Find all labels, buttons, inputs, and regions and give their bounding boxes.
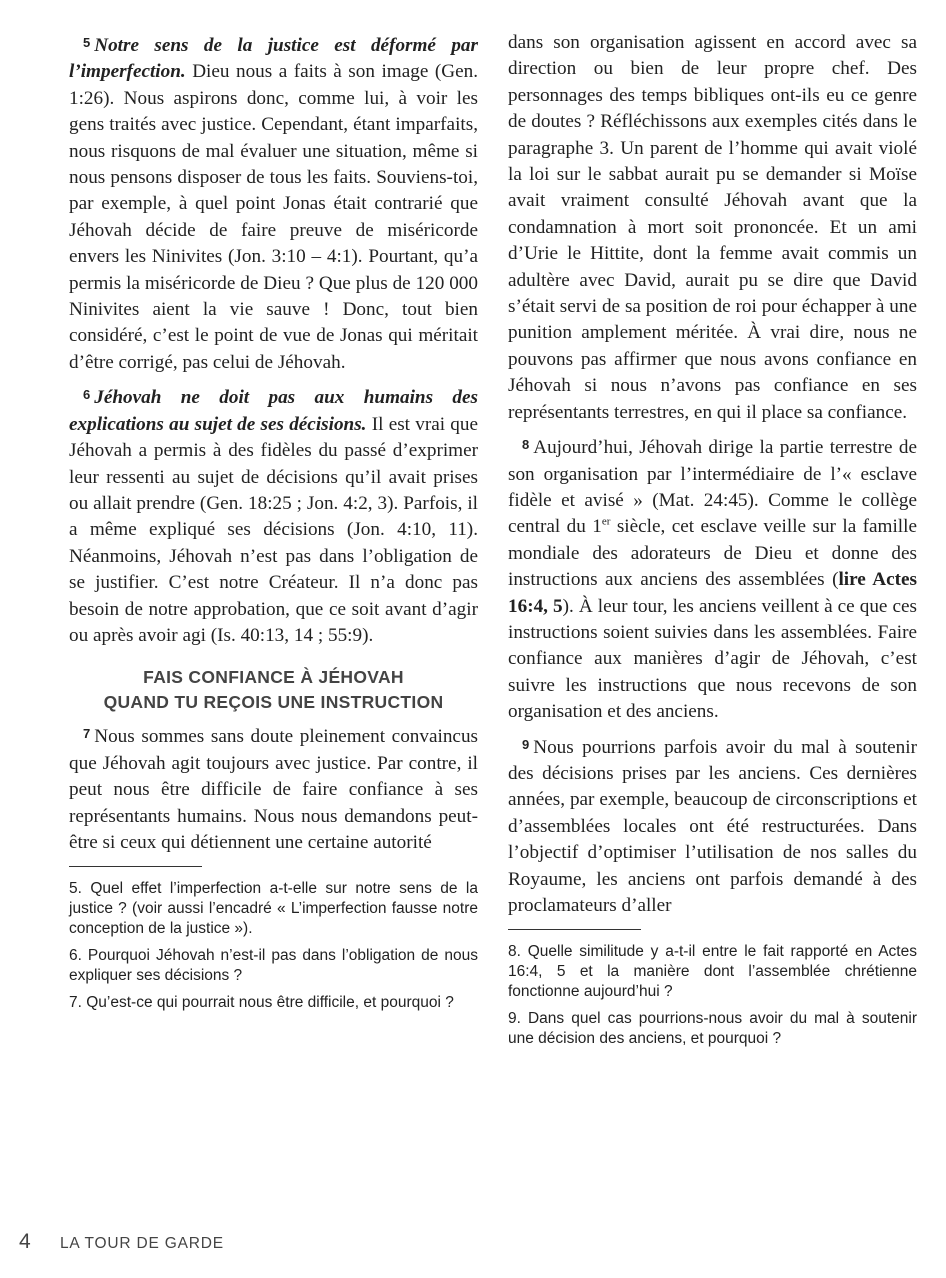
paragraph-text: Il est vrai que Jéhovah a permis à des fidèles du passé d’exprimer leur ressenti au sujet de décisions qu’il avait prises ou allait prendre (Gen. 18:25 ; Jon. 4:2, 3). Parfois, il a même expliqué ses décisions (Jon. 4:10, 11). Néanmoins, Jéhovah n’est pas dans l’obligation de se justifier. C’est notre Créateur. Il n’a donc pas besoin de notre approbation, que ce soit avant d’agir ou après avoir agi (Is. 40:13, 14 ; 55:9). (69, 413, 479, 646)
right-column (508, 30, 917, 1049)
section-heading (69, 665, 478, 715)
study-question-6: 6. Pourquoi Jéhovah n’est-il pas dans l’obligation de nous expliquer ses décisions ? (69, 947, 478, 985)
section-heading-line-1: FAIS CONFIANCE À JÉHOVAH (143, 667, 404, 688)
magazine-title: LA TOUR DE GARDE (60, 1235, 224, 1252)
study-question-7: 7. Qu’est-ce qui pourrait nous être difficile, et pourquoi ? (69, 994, 454, 1012)
paragraph-7 (69, 721, 478, 856)
paragraph-lead: Notre sens de la justice est déformé par l’imperfection. (69, 35, 478, 83)
page-number: 4 (19, 1230, 31, 1253)
paragraph-text: siècle, cet esclave veille sur la famille mondiale des adorateurs de Dieu et donne des instructions aux anciens des assemblées ( (508, 516, 917, 591)
paragraph-5 (69, 30, 478, 376)
paragraph-9 (508, 732, 917, 920)
study-question-9: 9. Dans quel cas pourrions-nous avoir du mal à soutenir une décision des anciens, et pourquoi ? (508, 1010, 917, 1048)
paragraph-text: Nous sommes sans doute pleinement convaincus que Jéhovah agit toujours avec justice. Par contre, il peut nous être difficile de faire confiance à ses représentants humains. Nous nous demandons peut-être si ceux qui détiennent une certaine autorité (69, 726, 478, 853)
paragraph-6 (69, 382, 478, 649)
scripture-reference: lire Actes 16:4, 5 (508, 569, 917, 617)
paragraph-number: 8 (522, 437, 530, 453)
paragraph-8 (508, 432, 917, 725)
left-column (69, 30, 478, 1013)
study-question-5: 5. Quel effet l’imperfection a-t-elle sur notre sens de la justice ? (voir aussi l’encadré « L’imperfection fausse notre conception de la justice »). (69, 880, 478, 938)
paragraph-text: Nous pourrions parfois avoir du mal à soutenir des décisions prises par les anciens. Ces dernières années, par exemple, beaucoup de circonscriptions et d’assemblées locales ont été restructurées. Dans l’objectif d’optimiser l’utilisation de nos salles du Royaume, les anciens ont parfois demandé à des proclamateurs d’aller (508, 736, 917, 916)
paragraph-number: 9 (522, 736, 530, 752)
page-footer (19, 1230, 224, 1254)
paragraph-text: Aujourd’hui, Jéhovah dirige la partie terrestre de son organisation par l’intermédiaire de l’« esclave fidèle et avisé » (Mat. 24:45). Comme le collège central du 1 (508, 437, 917, 538)
paragraph-number: 6 (83, 387, 91, 403)
ordinal-superscript: er (601, 515, 611, 528)
paragraph-text: Dieu nous a faits à son image (Gen. 1:26). Nous aspirons donc, comme lui, à voir les gens traités avec justice. Cependant, étant imparfaits, nous risquons de mal évaluer une situation, même si nous pensons disposer de tous les faits. Souviens-toi, par exemple, à quel point Jonas était contrarié que Jéhovah décide de faire preuve de miséricorde envers les Ninivites (Jon. 3:10 – 4:1). Pourtant, qu’a permis la miséricorde de Dieu ? Que plus de 120 000 Ninivites aient la vie sauve ! Donc, tout bien considéré, c’est le point de vue de Jonas qui méritait d’être corrigé, pas celui de Jéhovah. (69, 61, 478, 373)
paragraph-number: 5 (83, 35, 91, 50)
section-heading-line-2: QUAND TU REÇOIS UNE INSTRUCTION (103, 692, 444, 713)
paragraph-number: 7 (83, 726, 91, 742)
footnote-divider (69, 866, 202, 867)
paragraph-text: ). À leur tour, les anciens veillent à ce que ces instructions soient suivies dans les assemblées. Faire confiance aux manières d’agir de Jéhovah, c’est suivre les instructions que nous recevons de son organisation et des anciens. (508, 595, 917, 723)
study-question-8: 8. Quelle similitude y a-t-il entre le fait rapporté en Actes 16:4, 5 et la manière dont l’assemblée chrétienne fonctionne aujourd’hui ? (508, 943, 917, 1001)
paragraph-lead: Jéhovah ne doit pas aux humains des explications au sujet de ses décisions. (69, 387, 478, 435)
footnote-divider (508, 929, 641, 930)
paragraph-7-continued: dans son organisation agissent en accord avec sa direction ou bien de leur propre chef. Des personnages des temps bibliques ont-ils eu ce genre de doutes ? Réfléchissons aux exemples cités dans le paragraphe 3. Un parent de l’homme qui avait violé la loi sur le sabbat aurait pu se demander si Moïse avait vraiment consulté Jéhovah avant que la condamnation à mort soit prononcée. Et un ami d’Urie le Hittite, dont la femme avait commis un adultère avec David, aurait pu se dire que David s’était servi de sa position de roi pour échapper à une punition amplement méritée. À vrai dire, nous ne pouvons pas affirmer que nous avons confiance en Jéhovah si nous n’avons pas confiance en ses représentants terrestres, en qui il place sa confiance. (508, 32, 917, 423)
